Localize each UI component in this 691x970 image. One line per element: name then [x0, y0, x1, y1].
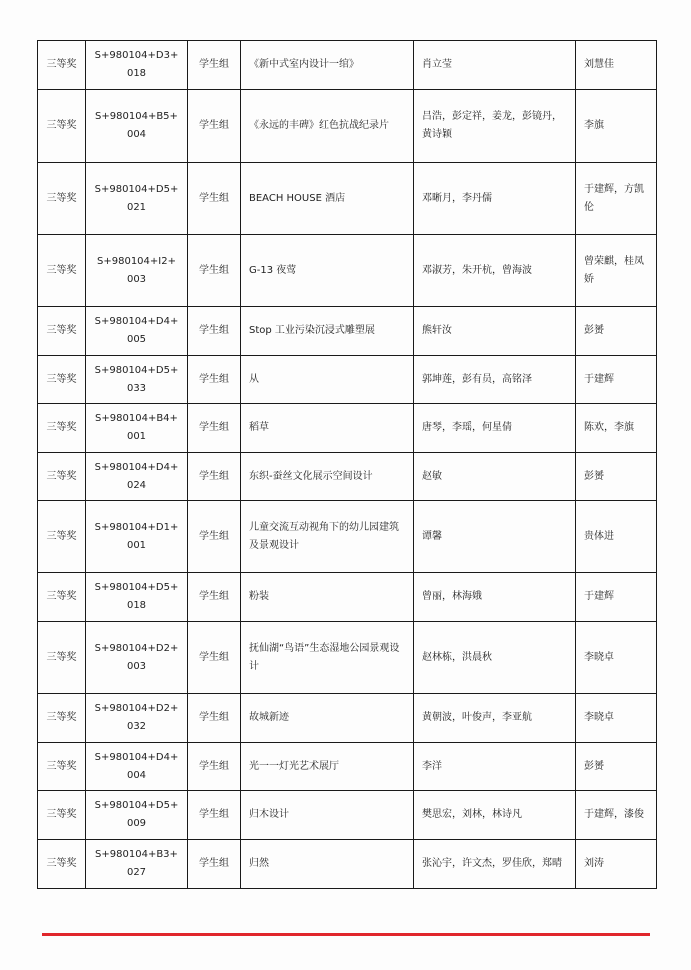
advisor-cell: 于建辉，漆俊 [576, 791, 657, 840]
group-cell: 学生组 [188, 573, 241, 622]
entry-code-cell: S+980104+D5+033 [86, 356, 188, 404]
entry-code-cell: S+980104+D2+003 [86, 622, 188, 694]
group-cell: 学生组 [188, 694, 241, 743]
award-level-cell: 三等奖 [38, 163, 86, 235]
group-cell: 学生组 [188, 501, 241, 573]
award-level-cell: 三等奖 [38, 90, 86, 163]
advisor-cell: 彭赟 [576, 307, 657, 356]
table-row [38, 453, 657, 501]
table-row [38, 573, 657, 622]
table-row [38, 307, 657, 356]
authors-cell: 张沁宇，许文杰，罗佳欣，郑晴 [414, 840, 576, 889]
advisor-cell: 贵体进 [576, 501, 657, 573]
table-row [38, 163, 657, 235]
group-cell: 学生组 [188, 791, 241, 840]
work-title-cell: 粉装 [241, 573, 414, 622]
advisor-cell: 李晓卓 [576, 622, 657, 694]
award-level-cell: 三等奖 [38, 840, 86, 889]
authors-cell: 郭坤莲，彭有员，高铭泽 [414, 356, 576, 404]
work-title-cell: 光一一灯光艺术展厅 [241, 743, 414, 791]
group-cell: 学生组 [188, 163, 241, 235]
group-cell: 学生组 [188, 90, 241, 163]
authors-cell: 肖立莹 [414, 41, 576, 90]
table-row [38, 791, 657, 840]
advisor-cell: 于建辉 [576, 573, 657, 622]
entry-code-cell: S+980104+B4+001 [86, 404, 188, 453]
group-cell: 学生组 [188, 235, 241, 307]
table-row [38, 840, 657, 889]
authors-cell: 熊轩汝 [414, 307, 576, 356]
entry-code-cell: S+980104+D5+018 [86, 573, 188, 622]
advisor-cell: 李晓卓 [576, 694, 657, 743]
work-title-cell: G-13 夜莺 [241, 235, 414, 307]
group-cell: 学生组 [188, 622, 241, 694]
work-title-cell: BEACH HOUSE 酒店 [241, 163, 414, 235]
award-level-cell: 三等奖 [38, 235, 86, 307]
award-level-cell: 三等奖 [38, 404, 86, 453]
work-title-cell: 《永远的丰碑》红色抗战纪录片 [241, 90, 414, 163]
group-cell: 学生组 [188, 743, 241, 791]
authors-cell: 樊思宏，刘林，林诗凡 [414, 791, 576, 840]
table-row [38, 41, 657, 90]
advisor-cell: 于建辉，方凯伦 [576, 163, 657, 235]
footer-red-rule [42, 933, 650, 936]
award-level-cell: 三等奖 [38, 791, 86, 840]
award-level-cell: 三等奖 [38, 743, 86, 791]
authors-cell: 谭馨 [414, 501, 576, 573]
award-level-cell: 三等奖 [38, 694, 86, 743]
work-title-cell: 稻草 [241, 404, 414, 453]
work-title-cell: Stop 工业污染沉浸式雕塑展 [241, 307, 414, 356]
advisor-cell: 于建辉 [576, 356, 657, 404]
entry-code-cell: S+980104+D5+021 [86, 163, 188, 235]
awards-table-body [38, 41, 657, 889]
award-level-cell: 三等奖 [38, 573, 86, 622]
authors-cell: 李洋 [414, 743, 576, 791]
advisor-cell: 陈欢，李旗 [576, 404, 657, 453]
advisor-cell: 刘涛 [576, 840, 657, 889]
table-row [38, 501, 657, 573]
authors-cell: 吕浩，彭定祥，姜龙，彭镜丹，黄诗颖 [414, 90, 576, 163]
group-cell: 学生组 [188, 356, 241, 404]
award-level-cell: 三等奖 [38, 307, 86, 356]
award-level-cell: 三等奖 [38, 41, 86, 90]
entry-code-cell: S+980104+B5+004 [86, 90, 188, 163]
authors-cell: 赵敏 [414, 453, 576, 501]
entry-code-cell: S+980104+D4+005 [86, 307, 188, 356]
authors-cell: 黄朝波，叶俊声，李亚航 [414, 694, 576, 743]
advisor-cell: 刘慧佳 [576, 41, 657, 90]
group-cell: 学生组 [188, 453, 241, 501]
work-title-cell: 归木设计 [241, 791, 414, 840]
work-title-cell: 抚仙湖“鸟语”生态湿地公园景观设计 [241, 622, 414, 694]
award-level-cell: 三等奖 [38, 501, 86, 573]
authors-cell: 赵林栋，洪晨秋 [414, 622, 576, 694]
table-row [38, 404, 657, 453]
table-row [38, 356, 657, 404]
authors-cell: 曾丽，林海娥 [414, 573, 576, 622]
table-row [38, 622, 657, 694]
table-row [38, 235, 657, 307]
entry-code-cell: S+980104+D3+018 [86, 41, 188, 90]
advisor-cell: 曾荣麒，桂凤娇 [576, 235, 657, 307]
group-cell: 学生组 [188, 41, 241, 90]
entry-code-cell: S+980104+D2+032 [86, 694, 188, 743]
work-title-cell: 儿童交流互动视角下的幼儿园建筑及景观设计 [241, 501, 414, 573]
entry-code-cell: S+980104+D5+009 [86, 791, 188, 840]
award-level-cell: 三等奖 [38, 356, 86, 404]
group-cell: 学生组 [188, 307, 241, 356]
group-cell: 学生组 [188, 404, 241, 453]
advisor-cell: 李旗 [576, 90, 657, 163]
entry-code-cell: S+980104+I2+003 [86, 235, 188, 307]
entry-code-cell: S+980104+D4+004 [86, 743, 188, 791]
authors-cell: 唐琴，李瑶，何星倩 [414, 404, 576, 453]
authors-cell: 邓淑芳，朱开杭，曾海波 [414, 235, 576, 307]
awards-table [37, 40, 657, 889]
table-row [38, 694, 657, 743]
work-title-cell: 故城新迹 [241, 694, 414, 743]
entry-code-cell: S+980104+B3+027 [86, 840, 188, 889]
advisor-cell: 彭赟 [576, 453, 657, 501]
work-title-cell: 从 [241, 356, 414, 404]
work-title-cell: 《新中式室内设计一绾》 [241, 41, 414, 90]
authors-cell: 邓晰月，李丹儒 [414, 163, 576, 235]
entry-code-cell: S+980104+D4+024 [86, 453, 188, 501]
entry-code-cell: S+980104+D1+001 [86, 501, 188, 573]
award-level-cell: 三等奖 [38, 622, 86, 694]
advisor-cell: 彭赟 [576, 743, 657, 791]
work-title-cell: 归然 [241, 840, 414, 889]
group-cell: 学生组 [188, 840, 241, 889]
award-level-cell: 三等奖 [38, 453, 86, 501]
table-row [38, 90, 657, 163]
table-row [38, 743, 657, 791]
work-title-cell: 东织-蚕丝文化展示空间设计 [241, 453, 414, 501]
